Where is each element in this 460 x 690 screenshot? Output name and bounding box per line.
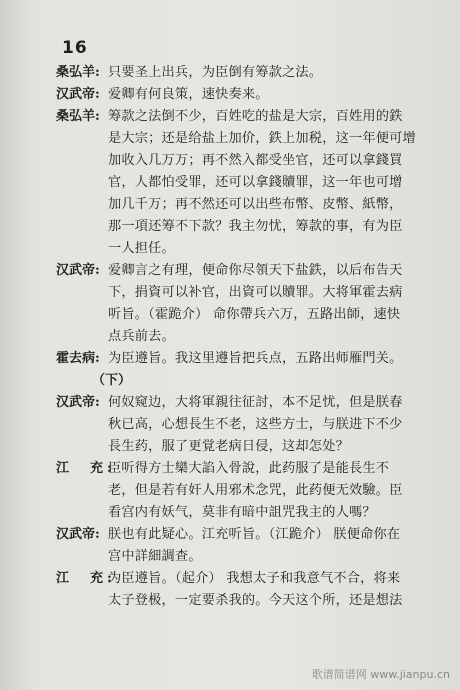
dialogue-line: 爱卿言之有理，便命你尽領天下盐鉄，以后布告天 (108, 263, 403, 278)
dialogue-line: 臣听得方士欒大諂入骨說，此药服了是能長生不 (108, 461, 390, 476)
dialogue-line: 何奴窥边，大将軍親往征討，本不足忧，但是朕春 (108, 395, 403, 410)
speaker-name: 汉武帝: (56, 263, 100, 278)
dialogue-line: 是大宗；还是给盐上加价，鉄上加税，这一年便可增 (108, 131, 416, 146)
dialogue-lines (108, 62, 444, 84)
speaker-name: 汉武帝: (56, 87, 100, 102)
dialogue-line: 爱卿有何良策，速快奏来。 (108, 87, 269, 102)
script-body (56, 62, 444, 612)
dialogue-line: 为臣遵旨。（起介） 我想太子和我意气不合，将来 (108, 571, 401, 586)
dialogue-entry (56, 568, 444, 612)
dialogue-lines (108, 458, 444, 524)
dialogue-entry (56, 348, 444, 370)
dialogue-line: 加收入几万万；再不然入都受坐官，还可以拿錢買 (108, 153, 403, 168)
dialogue-line: 为臣遵旨。我这里遵旨把兵点，五路出师雁門关。 (108, 351, 403, 366)
speaker-name: 江 充: (56, 461, 116, 476)
dialogue-line: 官，人都怕受罪，还可以拿錢贖罪，这一年也可增 (108, 175, 403, 190)
dialogue-entry (56, 62, 444, 84)
dialogue-lines (108, 106, 444, 260)
speaker-name: 桑弘羊: (56, 109, 100, 124)
dialogue-lines (108, 524, 444, 568)
speaker-name: 汉武帝: (56, 527, 100, 542)
dialogue-line: 老，但是若有奸人用邪术念咒，此药便无效驗。臣 (108, 483, 403, 498)
dialogue-entry (56, 260, 444, 348)
site-watermark: 歌谱简谱网 www.jianpu.cn (311, 668, 450, 681)
dialogue-entry (56, 458, 444, 524)
dialogue-lines (108, 392, 444, 458)
dialogue-line: 朕也有此疑心。江充听旨。（江跪介） 朕便命你在 (108, 527, 401, 542)
page-number: 16 (62, 38, 88, 58)
dialogue-entry (56, 392, 444, 458)
dialogue-line: 加几千万；再不然还可以出些布幣、皮幣、紙幣， (108, 197, 403, 212)
dialogue-entry (56, 84, 444, 106)
speaker-name: 江 充: (56, 571, 116, 586)
dialogue-entry (56, 524, 444, 568)
speaker-name: 桑弘羊: (56, 65, 100, 80)
dialogue-line: 那一項还筹不下款？我主勿忧，筹款的事，有为臣 (108, 219, 403, 234)
dialogue-line: 点兵前去。 (108, 329, 175, 344)
speaker-name: 汉武帝: (56, 395, 100, 410)
dialogue-line: 一人担任。 (108, 241, 175, 256)
dialogue-line: 宫中詳細調查。 (108, 549, 202, 564)
dialogue-line: 秋已高，心想長生不老，这些方士，与朕进下不少 (108, 417, 403, 432)
dialogue-lines (108, 348, 444, 370)
dialogue-line: 看宫内有妖气，莫非有暗中詛咒我主的人嗎？ (108, 505, 376, 520)
dialogue-line: 听旨。（霍跪介） 命你帶兵六万，五路出師，速快 (108, 307, 401, 322)
stage-direction: （下） (92, 373, 132, 388)
dialogue-lines (108, 84, 444, 106)
dialogue-line: 太子登极，一定要杀我的。今天这个所，还是想法 (108, 593, 403, 608)
dialogue-line: 只要圣上出兵，为臣倒有筹款之法。 (108, 65, 323, 80)
dialogue-line: 長生药，服了更覚老病日侵，这却怎处？ (108, 439, 349, 454)
dialogue-entry (56, 106, 444, 260)
speaker-name: 霍去病: (56, 351, 100, 366)
dialogue-lines (108, 568, 444, 612)
dialogue-line: 下，捐資可以补官，出資可以贖罪。大将軍霍去病 (108, 285, 403, 300)
dialogue-lines (108, 260, 444, 348)
dialogue-line: 筹款之法倒不少，百姓吃的盐是大宗，百姓用的鉄 (108, 109, 403, 124)
